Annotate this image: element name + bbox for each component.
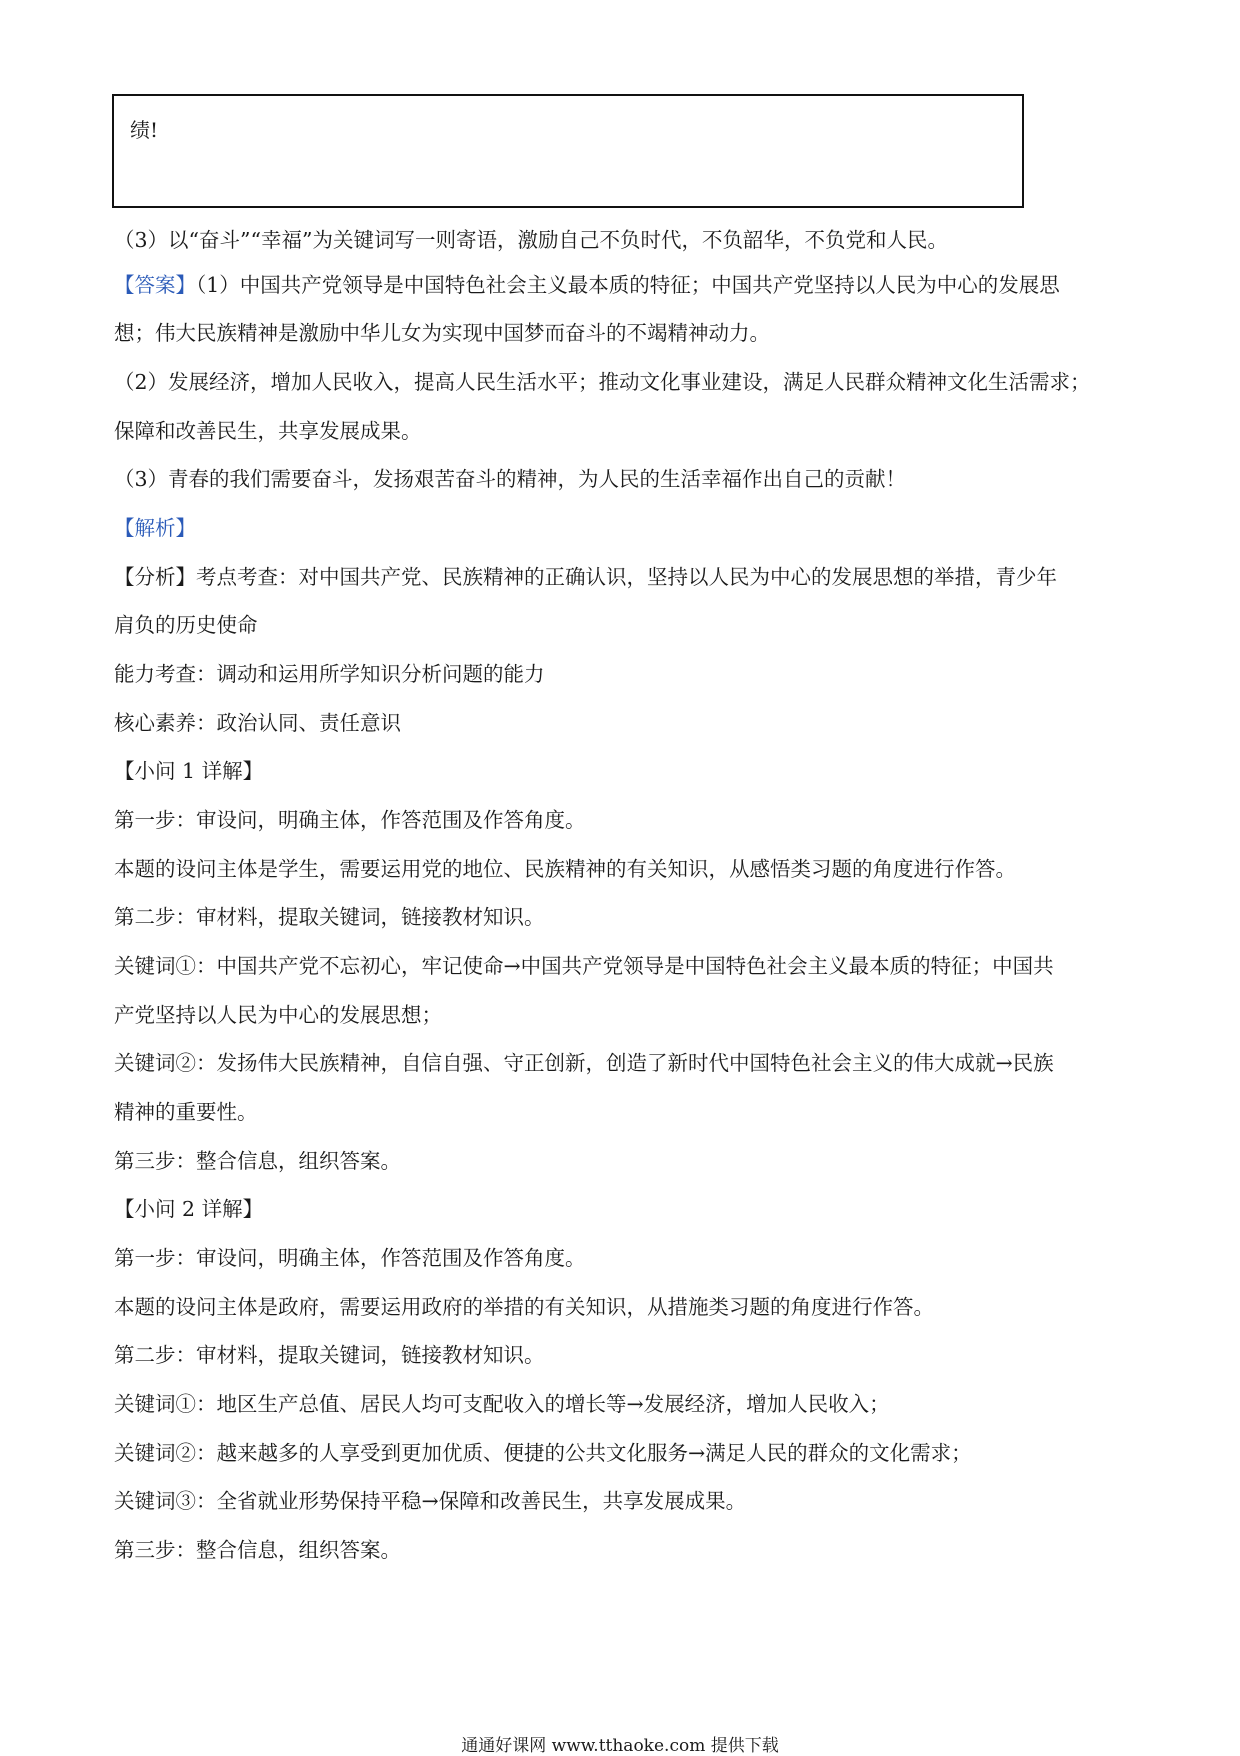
part1-keyword-1-line-2: 产党坚持以人民为中心的发展思想； (114, 1003, 442, 1027)
answer-line-5: （3）青春的我们需要奋斗，发扬艰苦奋斗的精神，为人民的生活幸福作出自己的贡献！ (114, 467, 907, 491)
part2-keyword-2: 关键词②：越来越多的人享受到更加优质、便捷的公共文化服务→满足人民的群众的文化需求； (114, 1441, 972, 1465)
answer-line-3: （2）发展经济，增加人民收入，提高人民生活水平；推动文化事业建设，满足人民群众精神文化生活需求； (114, 370, 1091, 394)
page-footer: 通通好课网 www.tthaoke.com 提供下载 (461, 1736, 779, 1756)
part1-heading: 【小问 1 详解】 (114, 759, 264, 783)
answer-line-2: 想；伟大民族精神是激励中华儿女为实现中国梦而奋斗的不竭精神动力。 (114, 321, 770, 345)
part1-subject: 本题的设问主体是学生，需要运用党的地位、民族精神的有关知识，从感悟类习题的角度进行作答。 (114, 857, 1016, 881)
part1-keyword-1-line-1: 关键词①：中国共产党不忘初心，牢记使命→中国共产党领导是中国特色社会主义最本质的特征；中国共 (114, 954, 1054, 978)
analysis-core: 核心素养：政治认同、责任意识 (114, 711, 401, 735)
part1-step2: 第二步：审材料，提取关键词，链接教材知识。 (114, 905, 545, 929)
part2-step3: 第三步：整合信息，组织答案。 (114, 1538, 401, 1562)
part1-step3: 第三步：整合信息，组织答案。 (114, 1149, 401, 1173)
analysis-label: 【解析】 (114, 516, 196, 540)
box-text: 绩! (130, 118, 159, 142)
part2-step2: 第二步：审材料，提取关键词，链接教材知识。 (114, 1343, 545, 1367)
analysis-fenxi-line-1: 【分析】考点考查：对中国共产党、民族精神的正确认识，坚持以人民为中心的发展思想的举措，青少年 (114, 565, 1057, 589)
part2-keyword-3: 关键词③：全省就业形势保持平稳→保障和改善民生，共享发展成果。 (114, 1489, 747, 1513)
answer-line-4: 保障和改善民生，共享发展成果。 (114, 419, 422, 443)
part2-heading: 【小问 2 详解】 (114, 1197, 264, 1221)
part1-step1: 第一步：审设问，明确主体，作答范围及作答角度。 (114, 808, 586, 832)
part2-step1: 第一步：审设问，明确主体，作答范围及作答角度。 (114, 1246, 586, 1270)
part1-keyword-2-line-1: 关键词②：发扬伟大民族精神，自信自强、守正创新，创造了新时代中国特色社会主义的伟大成就→民族 (114, 1051, 1054, 1075)
question-3-prompt: （3）以“奋斗”“幸福”为关键词写一则寄语，激励自己不负时代，不负韶华，不负党和人民。 (114, 228, 948, 252)
answer-box (112, 94, 1024, 208)
analysis-ability: 能力考查：调动和运用所学知识分析问题的能力 (114, 662, 545, 686)
part2-subject: 本题的设问主体是政府，需要运用政府的举措的有关知识，从措施类习题的角度进行作答。 (114, 1295, 934, 1319)
analysis-fenxi-line-2: 肩负的历史使命 (114, 613, 258, 637)
part2-keyword-1: 关键词①：地区生产总值、居民人均可支配收入的增长等→发展经济，增加人民收入； (114, 1392, 890, 1416)
answer-line-1 (114, 271, 1060, 299)
part1-keyword-2-line-2: 精神的重要性。 (114, 1100, 258, 1124)
answer-label: 【答案】 (114, 273, 196, 297)
answer-line-1-text: （1）中国共产党领导是中国特色社会主义最本质的特征；中国共产党坚持以人民为中心的发展思 (196, 273, 1060, 297)
